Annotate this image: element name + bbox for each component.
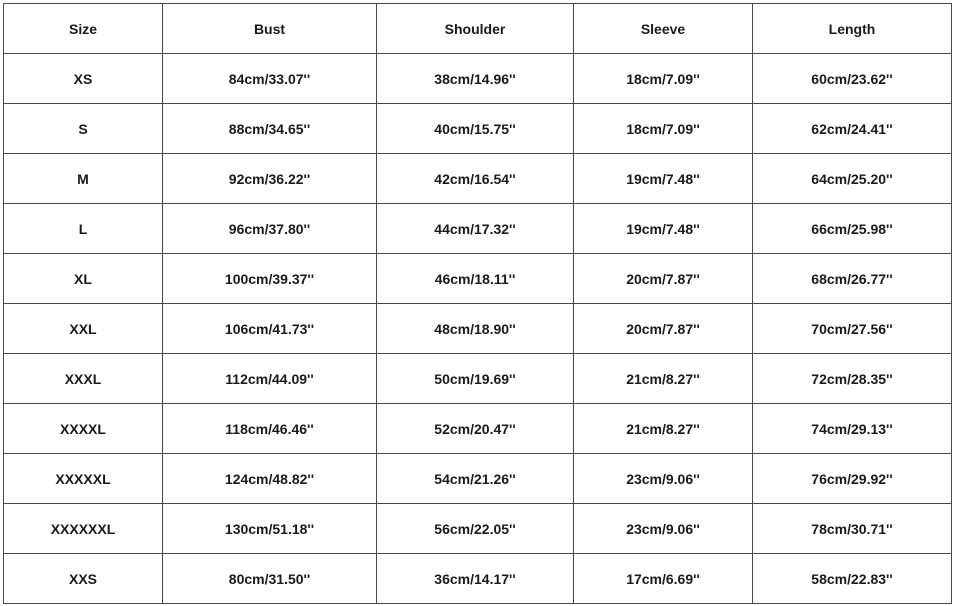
cell-length: 74cm/29.13'' [753,404,952,454]
cell-bust: 96cm/37.80'' [163,204,377,254]
table-row [4,354,952,404]
cell-sleeve: 21cm/8.27'' [574,354,753,404]
header-sleeve: Sleeve [574,4,753,54]
cell-length: 62cm/24.41'' [753,104,952,154]
cell-length: 64cm/25.20'' [753,154,952,204]
cell-bust: 130cm/51.18'' [163,504,377,554]
table-row [4,504,952,554]
cell-size: XXXXXL [4,454,163,504]
cell-sleeve: 23cm/9.06'' [574,504,753,554]
cell-shoulder: 54cm/21.26'' [377,454,574,504]
cell-length: 78cm/30.71'' [753,504,952,554]
cell-sleeve: 20cm/7.87'' [574,254,753,304]
cell-size: XXXXL [4,404,163,454]
header-shoulder: Shoulder [377,4,574,54]
cell-length: 58cm/22.83'' [753,554,952,604]
cell-size: XXS [4,554,163,604]
cell-sleeve: 18cm/7.09'' [574,54,753,104]
table-header [4,4,952,54]
cell-length: 68cm/26.77'' [753,254,952,304]
header-size: Size [4,4,163,54]
header-length: Length [753,4,952,54]
cell-length: 66cm/25.98'' [753,204,952,254]
cell-size: M [4,154,163,204]
table-row [4,304,952,354]
cell-length: 60cm/23.62'' [753,54,952,104]
cell-bust: 124cm/48.82'' [163,454,377,504]
cell-sleeve: 20cm/7.87'' [574,304,753,354]
cell-sleeve: 17cm/6.69'' [574,554,753,604]
cell-size: XXXL [4,354,163,404]
cell-length: 72cm/28.35'' [753,354,952,404]
table-row [4,54,952,104]
cell-length: 76cm/29.92'' [753,454,952,504]
table-row [4,454,952,504]
header-row [4,4,952,54]
cell-shoulder: 48cm/18.90'' [377,304,574,354]
table-body [4,54,952,604]
cell-sleeve: 18cm/7.09'' [574,104,753,154]
cell-sleeve: 23cm/9.06'' [574,454,753,504]
cell-shoulder: 46cm/18.11'' [377,254,574,304]
cell-sleeve: 19cm/7.48'' [574,204,753,254]
cell-bust: 84cm/33.07'' [163,54,377,104]
cell-shoulder: 50cm/19.69'' [377,354,574,404]
cell-shoulder: 36cm/14.17'' [377,554,574,604]
cell-size: S [4,104,163,154]
cell-bust: 100cm/39.37'' [163,254,377,304]
cell-size: XXL [4,304,163,354]
cell-size: XXXXXXL [4,504,163,554]
cell-sleeve: 21cm/8.27'' [574,404,753,454]
cell-shoulder: 44cm/17.32'' [377,204,574,254]
size-chart-container [3,3,951,603]
cell-bust: 112cm/44.09'' [163,354,377,404]
table-row [4,154,952,204]
table-row [4,404,952,454]
cell-bust: 80cm/31.50'' [163,554,377,604]
size-chart-table [3,3,952,604]
cell-bust: 106cm/41.73'' [163,304,377,354]
cell-bust: 118cm/46.46'' [163,404,377,454]
table-row [4,554,952,604]
cell-shoulder: 38cm/14.96'' [377,54,574,104]
cell-bust: 88cm/34.65'' [163,104,377,154]
table-row [4,104,952,154]
cell-sleeve: 19cm/7.48'' [574,154,753,204]
cell-shoulder: 42cm/16.54'' [377,154,574,204]
cell-size: XL [4,254,163,304]
cell-shoulder: 56cm/22.05'' [377,504,574,554]
cell-shoulder: 52cm/20.47'' [377,404,574,454]
cell-size: XS [4,54,163,104]
cell-shoulder: 40cm/15.75'' [377,104,574,154]
header-bust: Bust [163,4,377,54]
table-row [4,204,952,254]
table-row [4,254,952,304]
cell-bust: 92cm/36.22'' [163,154,377,204]
cell-size: L [4,204,163,254]
cell-length: 70cm/27.56'' [753,304,952,354]
